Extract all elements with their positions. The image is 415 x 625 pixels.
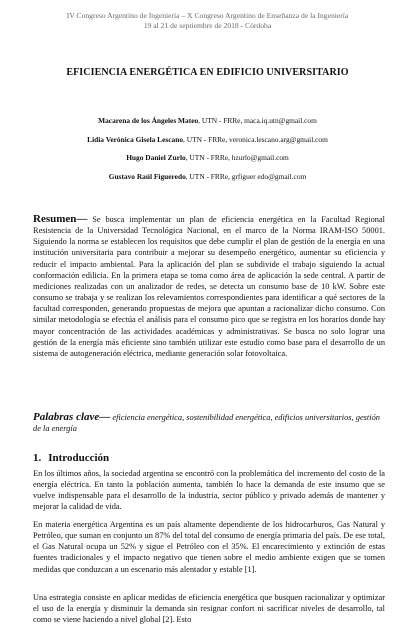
paragraph-text: Una estrategia consiste en aplicar medidas de eficiencia energética que busquen racionalizar y optimizar el uso de la energía y disminuir la demanda sin resignar confort ni sacrificar niveles de desarrollo, tal como se viene haciendo a nivel global [2]. Esto [33,593,385,625]
section-number: 1. [33,452,42,464]
paper-title: EFICIENCIA ENERGÉTICA EN EDIFICIO UNIVERSITARIO [66,67,349,78]
author-name: Hugo Daniel Zurlo [126,153,186,163]
author-affiliation: , UTN - FRRe, maca.iq.utn@gmail.com [198,116,317,125]
author-name: Lidia Verónica Gisela Lescano [87,134,184,144]
abstract-lead: Resumen— [33,213,88,225]
author-name: Gustavo Raúl Figueredo [108,171,186,181]
paragraph [33,519,385,575]
author-affiliation: , UTN - FRRe, hzurlo@gmail.com [185,153,289,163]
author-line [20,172,395,191]
author-affiliation: , UTN - FRRe, veronica.lescano.arg@gmail.com [183,134,328,144]
author-list [20,116,395,190]
author-line [20,153,395,172]
abstract [33,214,385,359]
author-name: Macarena de los Ángeles Mateo [98,116,199,125]
section-heading [33,452,109,464]
keywords-text: eficiencia energética, sostenibilidad energética, edificios universitarios, gestión de la energía [33,413,380,434]
abstract-text: Se busca implementar un plan de eficiencia energética en la Facultad Regional Resistencia de la Universidad Tecnológica Nacional, en el marco de la Norma IRAM-ISO 50001. Siguiendo la norma se establecen los requisitos que debe cumplir el plan de gestión de la energía en una institución universitaria para contribuir a mejorar su desempeño energético, aumentar su eficiencia y reducir el impacto ambiental. Para la aplicación del plan se subdivide el trabajo siguiendo la actual conformación edilicia. En la primera etapa se toma como área de aplicación la sede central. A partir de mediciones realizadas con un analizador de redes, se detecta un consumo base de 10 kW. Sobre este consumo se trabaja y se realizan los relevamientos correspondientes para identificar a qué sectores de la facultad corresponden, generando propuestas de mejora que apuntan a racionalizar dicho consumo. Con similar metodología se efectúa el análisis para el consumo pico que se registra en los horarios donde hay mayor concentración de las actividades académicas y administrativas. Se busca no solo lograr una gestión de la energía más eficiente sino también utilizar este estudio como base para el desarrollo de un sistema de autogeneración eléctrica, mediante generación solar fotovoltaica. [33,215,385,358]
author-line [20,116,395,135]
conference-header [20,11,395,30]
keywords-lead: Palabras clave— [33,411,111,423]
conference-header-line2: 19 al 21 de septiembre de 2018 - Córdoba [143,20,272,30]
conference-header-line1: IV Congreso Argentino de Ingeniería – X Congreso Argentino de Enseñanza de la Ingeniería [66,11,349,20]
author-affiliation: , UTN - FRRe, grfiguer edo@gmail.com [185,171,307,181]
paragraph [33,468,385,513]
paragraph-text: En materia energética Argentina es un país altamente dependiente de los hidrocarburos, Gas Natural y Petróleo, que suman en conjunto un 87% del total del consumo de energía primaria del país. De ese total, el Gas Natural ocupa un 52% y sigue el Petróleo con el 35%. El encarecimiento y extinción de estas fuentes tradicionales y el impacto negativo que tienen sobre el medio ambiente exigen que se tomen medidas que conduzcan a un escenario más alentador y estable [1]. [33,520,385,574]
author-line [20,135,395,154]
paragraph-text: En los últimos años, la sociedad argentina se encontró con la problemática del incremento del costo de la energía eléctrica. En tanto la población aumenta, también lo hace la demanda de este insumo que se vuelve indispensable para el desarrollo de la industria, sector público y privado además de mantener y mejorar la calidad de vida. [33,469,385,512]
keywords [33,412,385,434]
section-title: Introducción [48,452,110,464]
paragraph [33,592,385,625]
